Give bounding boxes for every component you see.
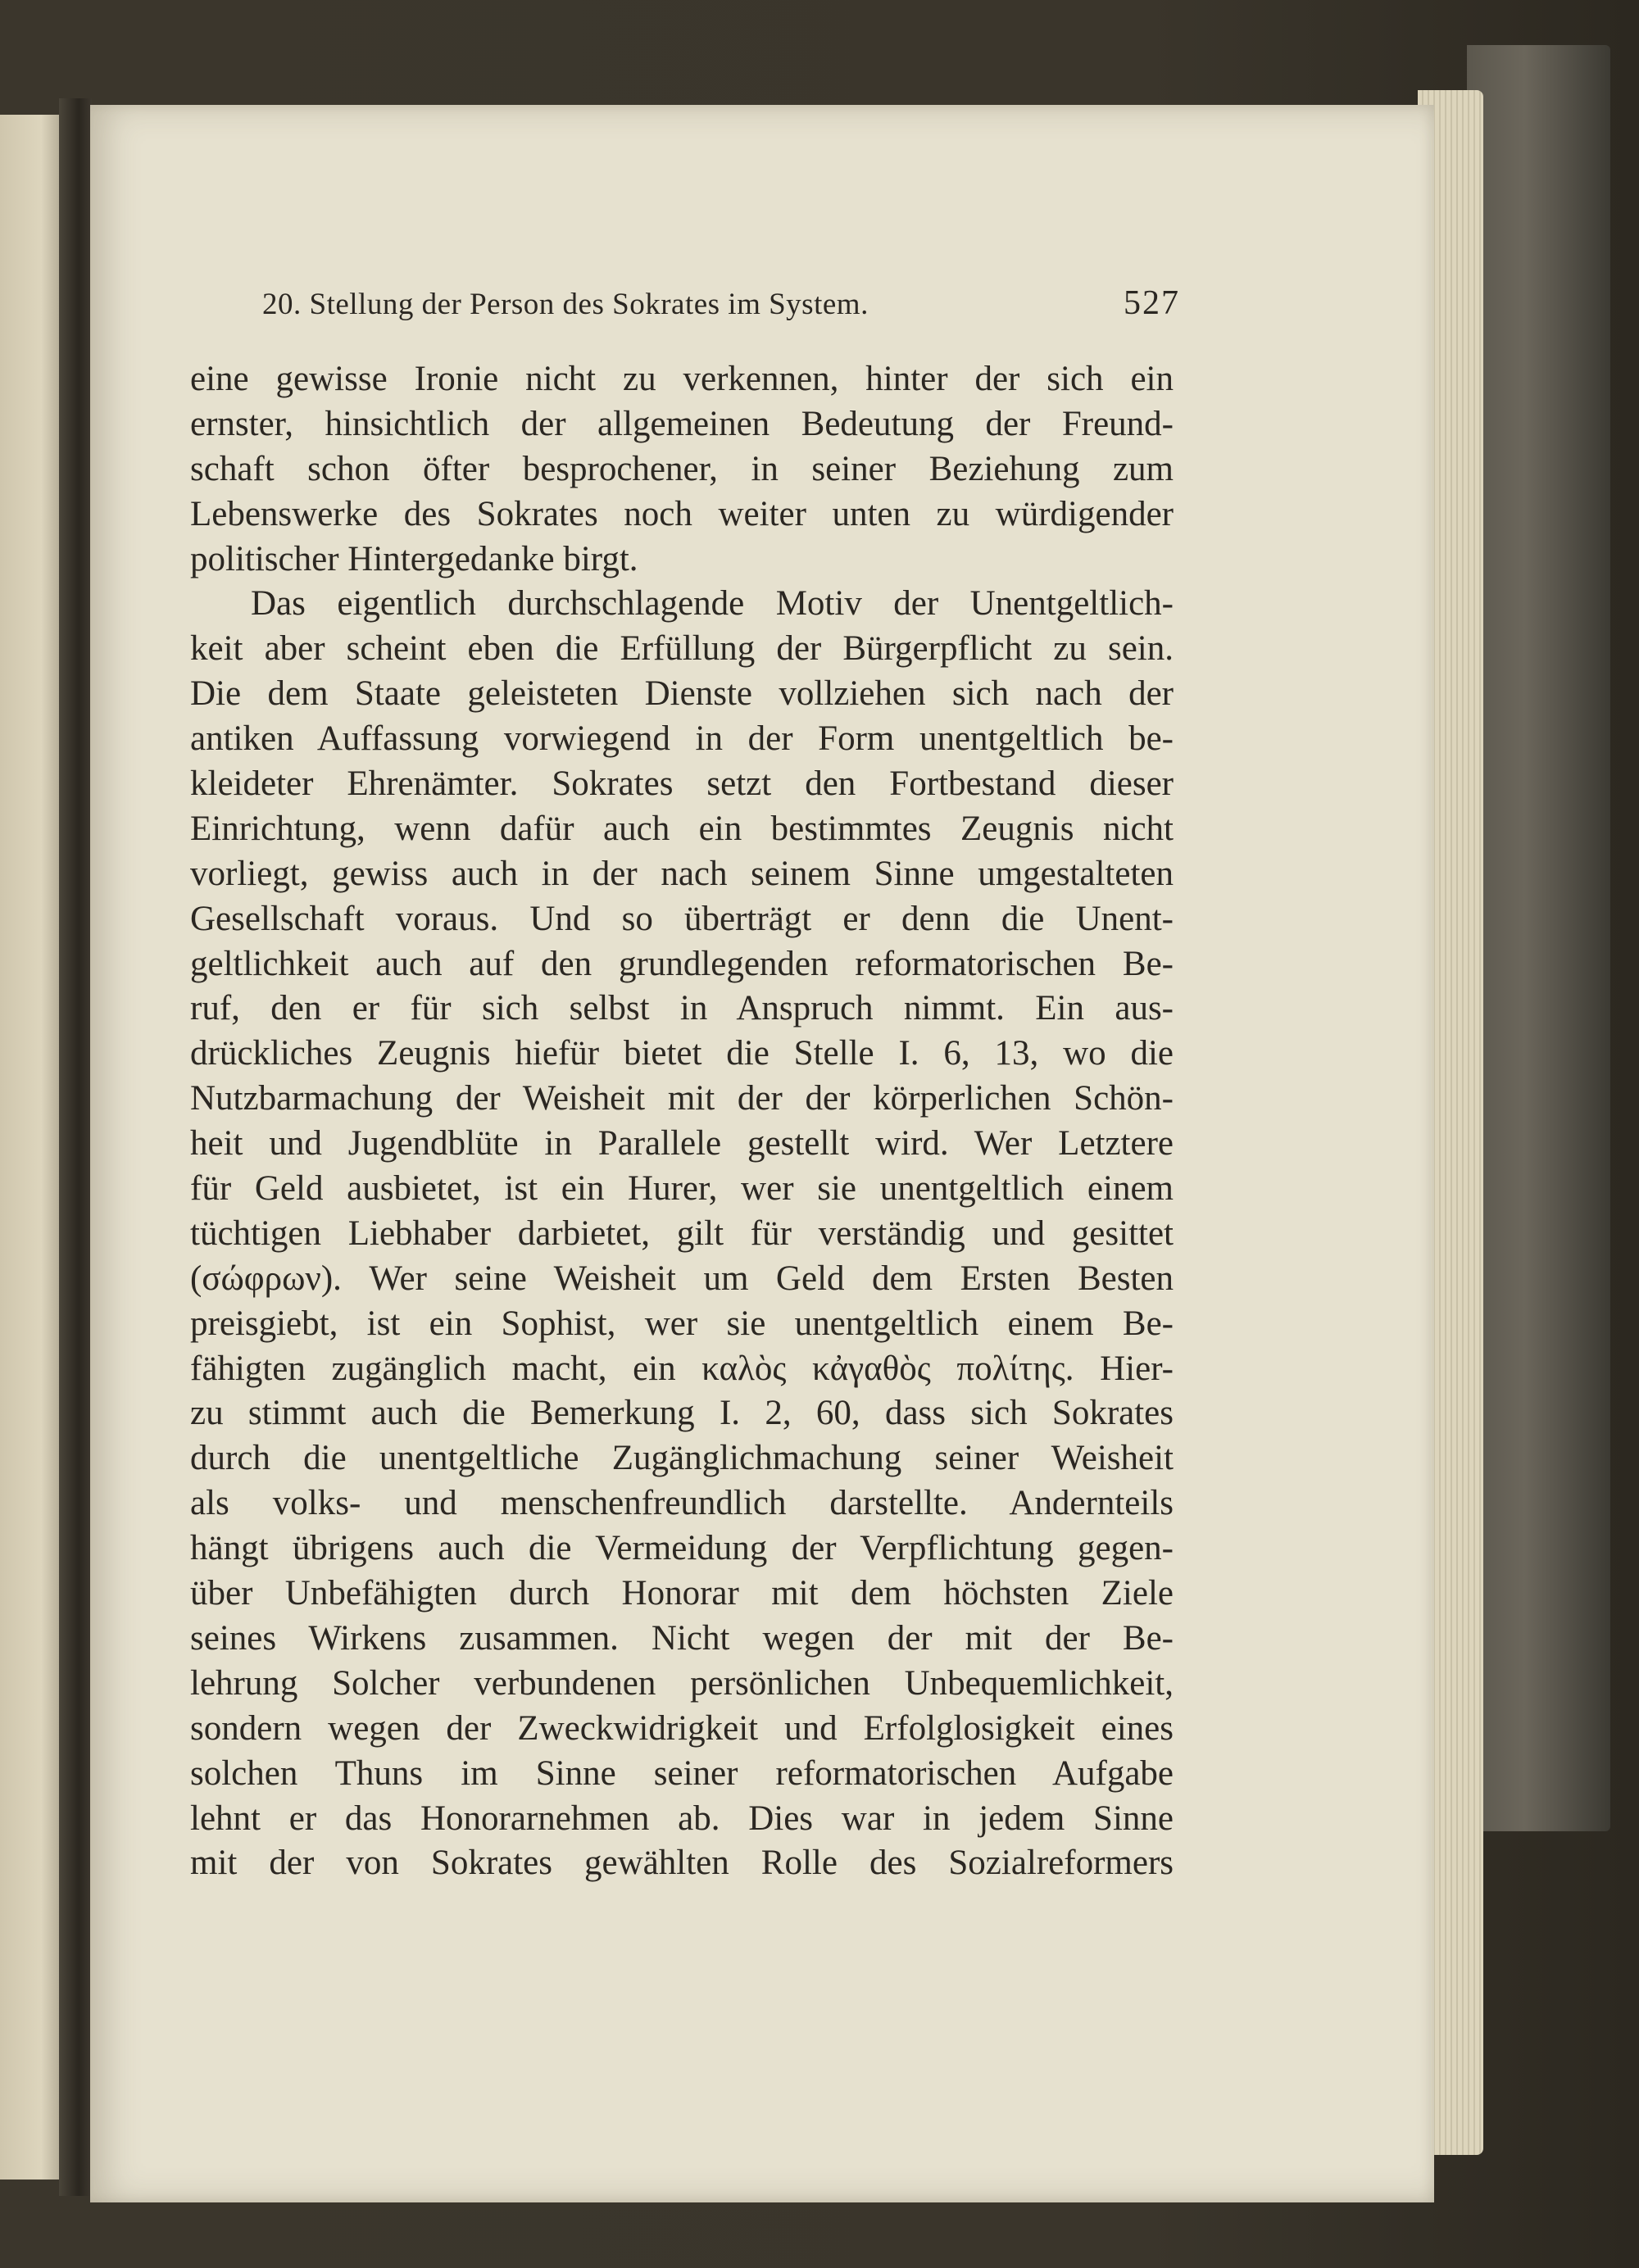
text-line: schaft schon öfter besprochener, in seiner Beziehung zum <box>190 449 1174 488</box>
text-line: als volks- und menschenfreundlich darstellte. Andernteils <box>190 1484 1174 1523</box>
book-cover-edge <box>1467 45 1610 1831</box>
text-line: Gesellschaft voraus. Und so überträgt er denn die Unent- <box>190 899 1174 938</box>
text-line: antiken Auffassung vorwiegend in der Form unentgeltlich be- <box>190 719 1174 759</box>
text-line: sondern wegen der Zweckwidrigkeit und Erfolglosigkeit eines <box>190 1708 1174 1748</box>
text-line: ernster, hinsichtlich der allgemeinen Bedeutung der Freund- <box>190 404 1174 443</box>
text-line: geltlichkeit auch auf den grundlegenden reformatorischen Be- <box>190 944 1174 983</box>
text-line: lehrung Solcher verbundenen persönlichen Unbequemlichkeit, <box>190 1663 1174 1703</box>
text-line: vorliegt, gewiss auch in der nach seinem Sinne umgestalteten <box>190 854 1174 893</box>
book-gutter <box>59 98 92 2196</box>
text-line: Nutzbarmachung der Weisheit mit der der körperlichen Schön- <box>190 1079 1174 1118</box>
text-line: lehnt er das Honorarnehmen ab. Dies war in jedem Sinne <box>190 1799 1174 1838</box>
text-line: preisgiebt, ist ein Sophist, wer sie unentgeltlich einem Be- <box>190 1304 1174 1343</box>
running-header <box>262 284 1180 333</box>
text-line: drückliches Zeugnis hiefür bietet die Stelle I. 6, 13, wo die <box>190 1034 1174 1073</box>
text-line: Die dem Staate geleisteten Dienste vollziehen sich nach der <box>190 674 1174 714</box>
text-line: keit aber scheint eben die Erfüllung der Bürgerpflicht zu sein. <box>190 629 1174 669</box>
text-line: ruf, den er für sich selbst in Anspruch nimmt. Ein aus- <box>190 989 1174 1028</box>
previous-page-edge <box>0 115 59 2180</box>
text-line: tüchtigen Liebhaber darbietet, gilt für verständig und gesittet <box>190 1213 1174 1253</box>
text-line: Einrichtung, wenn dafür auch ein bestimmtes Zeugnis nicht <box>190 809 1174 848</box>
text-line: über Unbefähigten durch Honorar mit dem höchsten Ziele <box>190 1574 1174 1613</box>
text-line: seines Wirkens zusammen. Nicht wegen der mit der Be- <box>190 1618 1174 1658</box>
text-line: für Geld ausbietet, ist ein Hurer, wer sie unentgeltlich einem <box>190 1169 1174 1209</box>
page-number: 527 <box>1124 284 1180 322</box>
running-header-title: 20. Stellung der Person des Sokrates im System. <box>262 288 869 321</box>
text-line: politischer Hintergedanke birgt. <box>190 539 638 578</box>
body-text <box>190 357 1174 1886</box>
text-line: heit und Jugendblüte in Parallele gestellt wird. Wer Letztere <box>190 1124 1174 1163</box>
text-line: eine gewisse Ironie nicht zu verkennen, hinter der sich ein <box>190 360 1174 398</box>
text-line: Das eigentlich durchschlagende Motiv der Unentgeltlich- <box>251 584 1174 624</box>
text-line: hängt übrigens auch die Vermeidung der Verpflichtung gegen- <box>190 1529 1174 1568</box>
text-line: Lebenswerke des Sokrates noch weiter unten zu würdigender <box>190 494 1174 533</box>
text-line: kleideter Ehrenämter. Sokrates setzt den Fortbestand dieser <box>190 764 1174 804</box>
text-line: solchen Thuns im Sinne seiner reformatorischen Aufgabe <box>190 1753 1174 1793</box>
text-line: mit der von Sokrates gewählten Rolle des Sozialreformers <box>190 1844 1174 1883</box>
text-line: durch die unentgeltliche Zugänglichmachung seiner Weisheit <box>190 1439 1174 1478</box>
text-line: fähigten zugänglich macht, ein καλὸς κἀγαθὸς πολίτης. Hier- <box>190 1349 1174 1388</box>
text-line: (σώφρων). Wer seine Weisheit um Geld dem Ersten Besten <box>190 1259 1174 1298</box>
text-line: zu stimmt auch die Bemerkung I. 2, 60, dass sich Sokrates <box>190 1394 1174 1433</box>
